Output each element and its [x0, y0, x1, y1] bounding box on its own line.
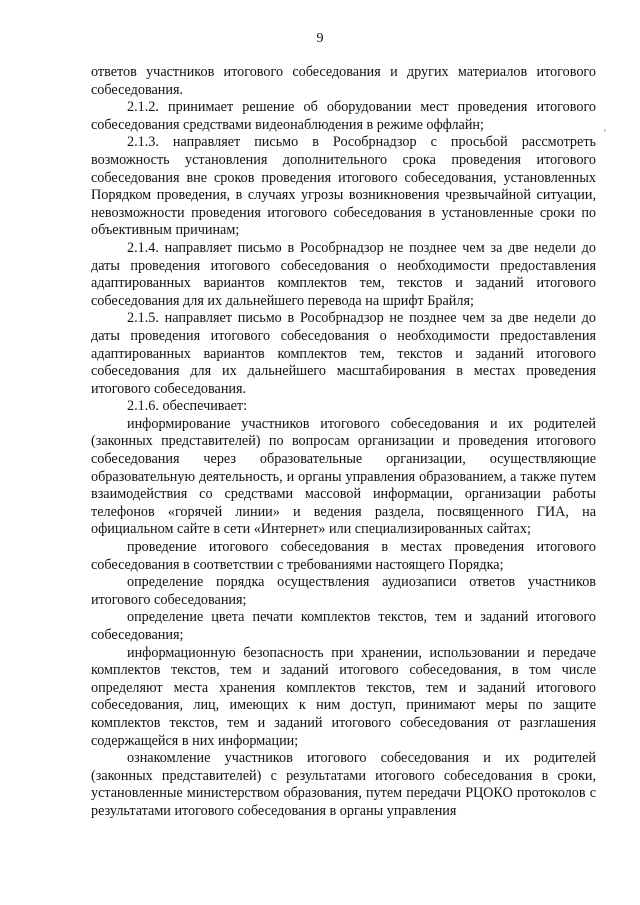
scan-mark-icon: ᶜ — [604, 126, 607, 136]
paragraph-info-security: информационную безопасность при хранении, использовании и передаче комплектов текстов, тем и заданий итогового собеседования, в том числе определяют места хранения комплектов текстов, тем и заданий итогового собеседования, лиц, имеющих к ним доступ, принимают меры по защите комплектов текстов, тем и заданий итогового собеседования от разглашения содержащейся в них информации; — [91, 644, 596, 749]
paragraph-2-1-5: 2.1.5. направляет письмо в Рособрнадзор не позднее чем за две недели до даты проведения итогового собеседования о необходимости предоставления адаптированных вариантов комплектов тем, текстов и заданий итогового собеседования для их дальнейшего масштабирования в местах проведения итогового собеседования. — [91, 310, 596, 397]
document-body — [91, 64, 596, 821]
paragraph-print-color: определение цвета печати комплектов текстов, тем и заданий итогового собеседования; — [91, 609, 596, 643]
paragraph-2-1-3: 2.1.3. направляет письмо в Рособрнадзор с просьбой рассмотреть возможность установления дополнительного срока проведения итогового собеседования вне сроков проведения итогового собеседования, установленных Порядком проведения, в случаях угрозы возникновения чрезвычайной ситуации, невозможности проведения итогового собеседования в установленные сроки по объективным причинам; — [91, 134, 596, 239]
paragraph-audio-recording: определение порядка осуществления аудиозаписи ответов участников итогового собеседования; — [91, 574, 596, 608]
paragraph-continuation: ответов участников итогового собеседования и других материалов итогового собеседования. — [91, 64, 596, 98]
paragraph-2-1-6: 2.1.6. обеспечивает: — [127, 398, 248, 415]
page-number: 9 — [316, 31, 324, 46]
paragraph-2-1-4: 2.1.4. направляет письмо в Рособрнадзор не позднее чем за две недели до даты проведения итогового собеседования о необходимости предоставления адаптированных вариантов комплектов тем, текстов и заданий итогового собеседования для их дальнейшего перевода на шрифт Брайля; — [91, 239, 596, 309]
paragraph-2-1-2: 2.1.2. принимает решение об оборудовании мест проведения итогового собеседования средствами видеонаблюдения в режиме оффлайн; — [91, 99, 596, 133]
paragraph-informing: информирование участников итогового собеседования и их родителей (законных представителей) по вопросам организации и проведения итогового собеседования через образовательные организации, осуществляющие образовательную деятельность, и органы управления образованием, а также путем взаимодействия со средствами массовой информации, организации работы телефонов «горячей линии» и ведения раздела, посвященного ГИА, на официальном сайте в сети «Интернет» или специализированных сайтах; — [91, 415, 596, 538]
paragraph-conducting: проведение итогового собеседования в местах проведения итогового собеседования в соответствии с требованиями настоящего Порядка; — [91, 539, 596, 573]
paragraph-results-familiarization: ознакомление участников итогового собеседования и их родителей (законных представителей) с результатами итогового собеседования в сроки, установленные министерством образования, путем передачи РЦОКО протоколов с результатами итогового собеседования в органы управления — [91, 750, 596, 819]
